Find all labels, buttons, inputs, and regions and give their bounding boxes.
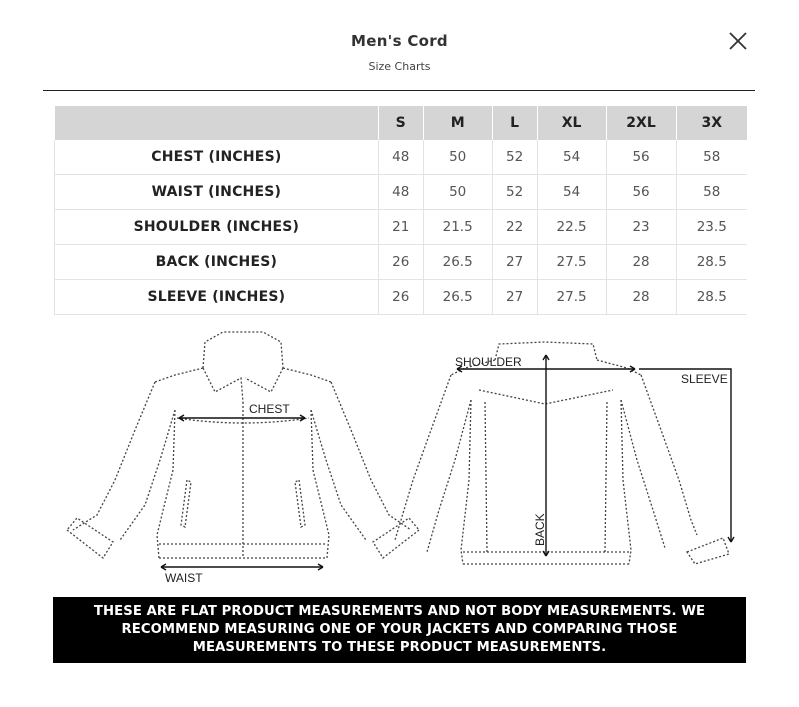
back-jacket-illustration (395, 342, 729, 564)
table-cell: 50 (423, 140, 492, 175)
row-label: WAIST (INCHES) (55, 175, 379, 210)
table-row (55, 140, 748, 175)
row-label: BACK (INCHES) (55, 245, 379, 280)
chest-label: CHEST (249, 402, 290, 416)
table-cell: 28.5 (676, 245, 747, 280)
header-blank (55, 106, 379, 140)
front-jacket-illustration (67, 332, 419, 558)
column-header: XL (537, 106, 606, 140)
close-icon[interactable] (727, 30, 749, 52)
table-cell: 28 (606, 280, 676, 315)
header-divider (43, 90, 755, 91)
table-cell: 23.5 (676, 210, 747, 245)
waist-measure-line (161, 564, 323, 570)
size-chart-table (54, 106, 747, 315)
page-title: Men's Cord (351, 32, 448, 50)
table-row (55, 245, 748, 280)
table-cell: 50 (423, 175, 492, 210)
column-header: M (423, 106, 492, 140)
table-cell: 21.5 (423, 210, 492, 245)
table-cell: 23 (606, 210, 676, 245)
table-cell: 26.5 (423, 280, 492, 315)
table-row (55, 175, 748, 210)
table-cell: 48 (378, 140, 423, 175)
page-subtitle: Size Charts (368, 60, 431, 73)
table-cell: 27.5 (537, 245, 606, 280)
table-cell: 28.5 (676, 280, 747, 315)
table-row (55, 280, 748, 315)
table-cell: 28 (606, 245, 676, 280)
column-header: 2XL (606, 106, 676, 140)
table-row (55, 210, 748, 245)
table-cell: 26 (378, 245, 423, 280)
table-cell: 26.5 (423, 245, 492, 280)
back-label: BACK (533, 513, 547, 546)
sleeve-measure-line (639, 369, 734, 542)
row-label: SLEEVE (INCHES) (55, 280, 379, 315)
table-cell: 54 (537, 175, 606, 210)
table-cell: 56 (606, 140, 676, 175)
shoulder-label: SHOULDER (455, 355, 522, 369)
row-label: SHOULDER (INCHES) (55, 210, 379, 245)
table-cell: 52 (492, 140, 537, 175)
table-cell: 48 (378, 175, 423, 210)
table-cell: 52 (492, 175, 537, 210)
table-cell: 54 (537, 140, 606, 175)
table-cell: 26 (378, 280, 423, 315)
table-cell: 22 (492, 210, 537, 245)
sleeve-label: SLEEVE (681, 372, 728, 386)
column-header: 3X (676, 106, 747, 140)
measurement-notice-text: THESE ARE FLAT PRODUCT MEASUREMENTS AND NOT BODY MEASUREMENTS. WE RECOMMEND MEASURING ONE OF YOUR JACKETS AND COMPARING THOSE MEASUREMENTS TO THESE PRODUCT MEASUREMENTS. (93, 604, 706, 655)
measurement-notice-banner (53, 597, 746, 663)
column-header: S (378, 106, 423, 140)
table-cell: 58 (676, 175, 747, 210)
table-cell: 22.5 (537, 210, 606, 245)
table-cell: 27 (492, 245, 537, 280)
jacket-measurement-diagram (55, 320, 745, 590)
column-header: L (492, 106, 537, 140)
table-cell: 56 (606, 175, 676, 210)
row-label: CHEST (INCHES) (55, 140, 379, 175)
table-cell: 27 (492, 280, 537, 315)
table-cell: 21 (378, 210, 423, 245)
table-cell: 58 (676, 140, 747, 175)
table-cell: 27.5 (537, 280, 606, 315)
table-header-row (55, 106, 748, 140)
waist-label: WAIST (165, 571, 203, 585)
